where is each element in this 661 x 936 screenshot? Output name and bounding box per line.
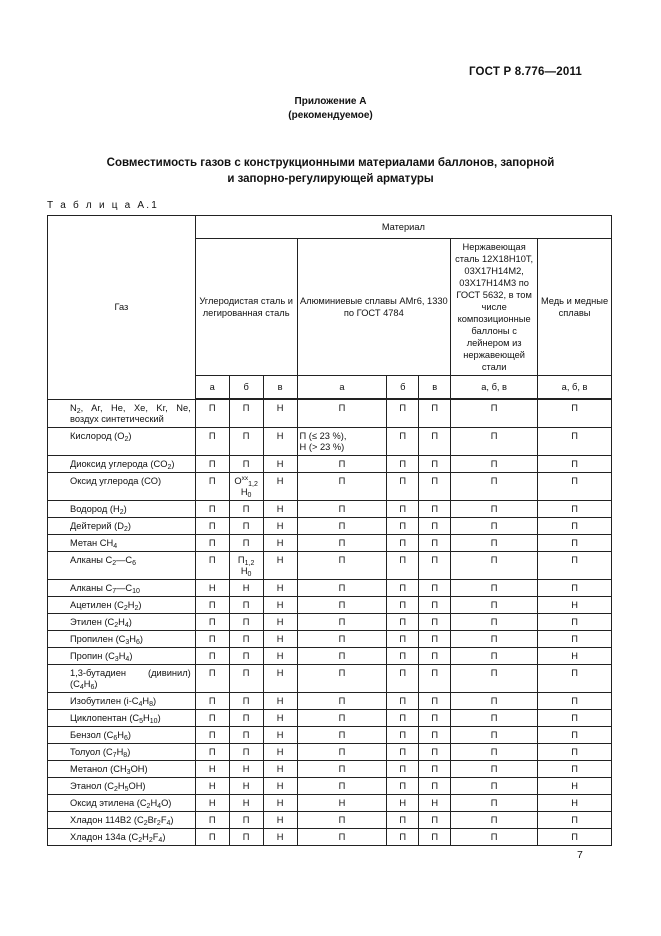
compatibility-cell: П	[195, 726, 229, 743]
compatibility-cell: П	[538, 427, 612, 455]
compatibility-cell: П	[297, 692, 387, 709]
compatibility-cell: Н	[229, 777, 263, 794]
compatibility-cell: П	[451, 534, 538, 551]
compatibility-cell: П	[451, 500, 538, 517]
compatibility-cell: П	[195, 399, 229, 427]
compatibility-cell: П	[195, 664, 229, 692]
compatibility-cell: П	[195, 709, 229, 726]
compatibility-cell: П	[538, 613, 612, 630]
compatibility-cell: Н	[263, 613, 297, 630]
compatibility-cell: П	[229, 811, 263, 828]
compatibility-cell: Н	[263, 794, 297, 811]
compatibility-cell: П	[451, 613, 538, 630]
sub-header: б	[387, 376, 419, 400]
compatibility-cell: П	[419, 760, 451, 777]
compatibility-cell: Н	[263, 551, 297, 579]
sub-header: а, б, в	[538, 376, 612, 400]
compatibility-cell: П	[387, 613, 419, 630]
gas-name: Метан $CH_4$	[48, 534, 196, 551]
compatibility-cell: П	[229, 726, 263, 743]
compatibility-cell: П	[387, 455, 419, 472]
document-code: ГОСТ Р 8.776—2011	[468, 66, 582, 78]
compatibility-cell: $O^{xx}_{1,2}$ $H_0$	[229, 472, 263, 500]
compatibility-cell: Н	[538, 647, 612, 664]
compatibility-cell: Н	[263, 692, 297, 709]
compatibility-cell: Н	[263, 709, 297, 726]
compatibility-cell: П	[538, 692, 612, 709]
compatibility-cell: П	[229, 692, 263, 709]
compatibility-cell: П	[451, 579, 538, 596]
compatibility-cell: Н	[263, 596, 297, 613]
gas-name: 1,3-бутадиен (дивинил) $(C_4H_6)$	[48, 664, 196, 692]
compatibility-cell: П	[387, 664, 419, 692]
gas-name: Водород $(H_2)$	[48, 500, 196, 517]
compatibility-cell: П	[419, 427, 451, 455]
compatibility-cell: Н	[538, 777, 612, 794]
compatibility-cell: П	[451, 811, 538, 828]
compatibility-cell: П	[419, 551, 451, 579]
compatibility-cell: П	[451, 399, 538, 427]
compatibility-cell: П	[195, 613, 229, 630]
compatibility-cell: П	[297, 455, 387, 472]
compatibility-cell: П	[195, 427, 229, 455]
compatibility-cell: П	[538, 664, 612, 692]
compatibility-cell: П	[229, 647, 263, 664]
sub-header: в	[419, 376, 451, 400]
compatibility-cell: П	[451, 630, 538, 647]
compatibility-cell: П	[297, 647, 387, 664]
compatibility-cell: Н	[263, 579, 297, 596]
column-header-material: Материал	[195, 216, 611, 239]
group-header-aluminium: Алюминиевые сплавы АМг6, 1330 по ГОСТ 4784	[297, 239, 451, 376]
compatibility-cell: Н	[263, 777, 297, 794]
compatibility-cell: П	[451, 692, 538, 709]
compatibility-cell: П	[538, 811, 612, 828]
compatibility-cell: П	[419, 664, 451, 692]
compatibility-cell: Н	[263, 455, 297, 472]
compatibility-cell: П	[297, 760, 387, 777]
compatibility-cell: П	[297, 500, 387, 517]
compatibility-cell: П	[387, 472, 419, 500]
sub-header: а	[297, 376, 387, 400]
compatibility-cell: П	[387, 534, 419, 551]
compatibility-cell: П	[451, 647, 538, 664]
compatibility-cell: П	[297, 664, 387, 692]
compatibility-cell: П	[195, 534, 229, 551]
compatibility-cell: П	[387, 743, 419, 760]
gas-name: Метанол $(CH_3OH)$	[48, 760, 196, 777]
compatibility-cell: П	[229, 399, 263, 427]
gas-name: Кислород $(O_2)$	[48, 427, 196, 455]
compatibility-cell: П	[419, 472, 451, 500]
compatibility-cell: П	[419, 399, 451, 427]
compatibility-cell: П	[229, 427, 263, 455]
compatibility-cell: П	[229, 630, 263, 647]
table-body	[48, 399, 612, 845]
table-row	[48, 500, 612, 517]
title-line-2: и запорно-регулирующей арматуры	[227, 173, 434, 185]
compatibility-cell: П	[229, 709, 263, 726]
gas-name: Хладон 114В2 $(C_2Br_2F_4)$	[48, 811, 196, 828]
table-row	[48, 399, 612, 427]
gas-name: Циклопентан $(C_5H_{10})$	[48, 709, 196, 726]
compatibility-cell: П	[451, 551, 538, 579]
compatibility-cell: П	[297, 811, 387, 828]
compatibility-cell: П	[195, 551, 229, 579]
compatibility-cell: П	[297, 579, 387, 596]
sub-header: а, б, в	[451, 376, 538, 400]
compatibility-cell: П	[419, 613, 451, 630]
compatibility-cell: Н	[263, 811, 297, 828]
gas-name: Пропин $(C_3H_4)$	[48, 647, 196, 664]
compatibility-cell: П	[419, 455, 451, 472]
compatibility-cell: П	[538, 534, 612, 551]
compatibility-cell: П	[195, 596, 229, 613]
gas-name: Оксид этилена $(C_2H_4O)$	[48, 794, 196, 811]
compatibility-cell: П	[297, 472, 387, 500]
compatibility-cell: П	[451, 726, 538, 743]
compatibility-cell: П	[538, 726, 612, 743]
compatibility-cell: Н	[263, 399, 297, 427]
compatibility-cell: П	[538, 399, 612, 427]
annex-title: Приложение А	[294, 96, 367, 107]
gas-name: Хладон 134a $(C_2H_2F_4)$	[48, 828, 196, 845]
table-row	[48, 630, 612, 647]
compatibility-cell: П	[538, 579, 612, 596]
compatibility-cell: Н	[263, 743, 297, 760]
compatibility-cell: П	[419, 647, 451, 664]
gas-name: Пропилен $(C_3H_6)$	[48, 630, 196, 647]
sub-header: в	[263, 376, 297, 400]
table-row	[48, 472, 612, 500]
compatibility-cell: П	[387, 647, 419, 664]
compatibility-cell: П	[419, 743, 451, 760]
compatibility-cell: П	[419, 692, 451, 709]
document-title	[0, 155, 661, 187]
compatibility-cell: П	[419, 828, 451, 845]
compatibility-cell: П	[297, 551, 387, 579]
compatibility-cell: П	[229, 664, 263, 692]
table-row	[48, 517, 612, 534]
annex-status: (рекомендуемое)	[288, 110, 373, 121]
table-row	[48, 455, 612, 472]
compatibility-cell: П	[419, 534, 451, 551]
compatibility-cell: Н	[538, 596, 612, 613]
compatibility-cell: П	[297, 630, 387, 647]
compatibility-cell: Н	[195, 777, 229, 794]
compatibility-cell: Н	[229, 794, 263, 811]
compatibility-cell: П	[229, 596, 263, 613]
compatibility-cell: П	[387, 811, 419, 828]
compatibility-cell: П	[387, 709, 419, 726]
compatibility-cell: П	[387, 760, 419, 777]
compatibility-cell: П	[419, 517, 451, 534]
compatibility-cell: П	[419, 500, 451, 517]
compatibility-cell: П	[451, 517, 538, 534]
compatibility-cell: П	[538, 709, 612, 726]
title-line-1: Совместимость газов с конструкционными материалами баллонов, запорной	[106, 157, 555, 169]
compatibility-cell: П	[387, 427, 419, 455]
compatibility-cell: П	[297, 399, 387, 427]
compatibility-cell: П	[297, 596, 387, 613]
compatibility-cell: П	[419, 709, 451, 726]
compatibility-cell: Н	[263, 427, 297, 455]
table-row	[48, 596, 612, 613]
compatibility-cell: П	[451, 455, 538, 472]
compatibility-cell: П	[387, 579, 419, 596]
compatibility-cell: Н	[263, 828, 297, 845]
compatibility-cell: П	[297, 517, 387, 534]
table-row	[48, 427, 612, 455]
table-row	[48, 811, 612, 828]
gas-name: Ацетилен $(C_2H_2)$	[48, 596, 196, 613]
compatibility-cell: П	[387, 777, 419, 794]
compatibility-cell: П	[195, 811, 229, 828]
gas-name: Изобутилен $(i-C_4H_8)$	[48, 692, 196, 709]
compatibility-cell: П	[538, 455, 612, 472]
table-row	[48, 726, 612, 743]
compatibility-cell: Н	[297, 794, 387, 811]
compatibility-cell: П	[451, 794, 538, 811]
compatibility-cell: П	[195, 743, 229, 760]
table-row	[48, 760, 612, 777]
compatibility-cell: П	[195, 647, 229, 664]
compatibility-cell: Н	[263, 630, 297, 647]
compatibility-cell: П	[419, 811, 451, 828]
compatibility-cell: П	[195, 517, 229, 534]
compatibility-cell: П	[419, 596, 451, 613]
table-row	[48, 709, 612, 726]
compatibility-cell: $П_{1,2}$ $H_0$	[229, 551, 263, 579]
compatibility-cell: Н	[263, 472, 297, 500]
table-row	[48, 551, 612, 579]
compatibility-cell: П	[387, 517, 419, 534]
compatibility-cell: П	[229, 743, 263, 760]
page-number: 7	[577, 849, 583, 861]
compatibility-cell: П	[451, 472, 538, 500]
compatibility-cell: П	[419, 777, 451, 794]
gas-name: Этилен $(C_2H_4)$	[48, 613, 196, 630]
table-row	[48, 664, 612, 692]
compatibility-cell: П	[195, 692, 229, 709]
table-row	[48, 534, 612, 551]
sub-header: а	[195, 376, 229, 400]
compatibility-cell: Н	[263, 517, 297, 534]
compatibility-cell: Н	[263, 500, 297, 517]
compatibility-cell: П	[387, 630, 419, 647]
compatibility-cell: П	[451, 828, 538, 845]
compatibility-cell: Н	[229, 760, 263, 777]
compatibility-cell: П	[297, 743, 387, 760]
compatibility-cell: Н	[195, 760, 229, 777]
table-label: Т а б л и ц а А.1	[47, 200, 159, 211]
gas-name: Толуол $(C_7H_8)$	[48, 743, 196, 760]
compatibility-cell: Н	[229, 579, 263, 596]
sub-header: б	[229, 376, 263, 400]
compatibility-cell: П	[538, 500, 612, 517]
gas-name: Диоксид углерода $(CO_2)$	[48, 455, 196, 472]
compatibility-cell: П	[451, 760, 538, 777]
compatibility-cell: Н	[263, 664, 297, 692]
compatibility-cell: П	[451, 664, 538, 692]
compatibility-cell: П	[538, 517, 612, 534]
compatibility-cell: П	[451, 777, 538, 794]
compatibility-cell: Н	[387, 794, 419, 811]
compatibility-cell: П	[419, 579, 451, 596]
compatibility-cell: П	[229, 534, 263, 551]
compatibility-cell: П	[297, 777, 387, 794]
compatibility-cell: П	[195, 630, 229, 647]
compatibility-cell: П	[387, 596, 419, 613]
gas-name: Бензол $(C_6H_6)$	[48, 726, 196, 743]
compatibility-cell: П	[387, 551, 419, 579]
table-row	[48, 613, 612, 630]
compatibility-cell: П	[451, 743, 538, 760]
compatibility-cell: П	[387, 692, 419, 709]
compatibility-cell: П	[538, 472, 612, 500]
compatibility-cell: Н	[538, 794, 612, 811]
compatibility-cell: П	[538, 743, 612, 760]
compatibility-cell: П	[387, 399, 419, 427]
compatibility-cell: Н	[263, 760, 297, 777]
table-row	[48, 777, 612, 794]
table-row	[48, 743, 612, 760]
table-row	[48, 828, 612, 845]
gas-name: Дейтерий $(D_2)$	[48, 517, 196, 534]
compatibility-cell: П	[229, 517, 263, 534]
table-row	[48, 579, 612, 596]
compatibility-cell: П	[195, 828, 229, 845]
compatibility-cell: П	[538, 760, 612, 777]
compatibility-cell: П	[195, 472, 229, 500]
group-header-copper: Медь и медные сплавы	[538, 239, 612, 376]
compatibility-cell: Н	[195, 579, 229, 596]
table-row	[48, 794, 612, 811]
compatibility-cell: П	[387, 828, 419, 845]
group-header-stainless: Нержавеющая сталь 12Х18Н10Т, 03Х17Н14М2, 03Х17Н14М3 по ГОСТ 5632, в том числе композиционные баллоны с лейнером из нержавеющей стали	[451, 239, 538, 376]
compatibility-cell: Н	[195, 794, 229, 811]
compatibility-cell: Н	[263, 647, 297, 664]
compatibility-cell: П	[538, 551, 612, 579]
compatibility-cell: П	[297, 709, 387, 726]
gas-compatibility-table	[47, 215, 612, 846]
compatibility-cell: Н	[263, 534, 297, 551]
compatibility-cell: П	[451, 709, 538, 726]
compatibility-cell: П	[195, 500, 229, 517]
table-row	[48, 692, 612, 709]
gas-name: Алканы $C_7—C_{10}$	[48, 579, 196, 596]
compatibility-cell: П (≤ 23 %), Н (> 23 %)	[297, 427, 387, 455]
compatibility-cell: П	[538, 828, 612, 845]
compatibility-cell: П	[419, 726, 451, 743]
compatibility-cell: П	[195, 455, 229, 472]
table-row	[48, 647, 612, 664]
gas-name: $N_2$, Ar, He, Xe, Kr, Ne, воздух синтетический	[48, 399, 196, 427]
compatibility-cell: П	[297, 534, 387, 551]
gas-name: Этанол $(C_2H_5OH)$	[48, 777, 196, 794]
gas-name: Алканы $C_2—C_6$	[48, 551, 196, 579]
column-header-gas: Газ	[48, 216, 196, 400]
gas-name: Оксид углерода (CO)	[48, 472, 196, 500]
compatibility-cell: П	[229, 613, 263, 630]
compatibility-cell: П	[229, 500, 263, 517]
compatibility-cell: П	[387, 500, 419, 517]
compatibility-cell: П	[229, 455, 263, 472]
compatibility-cell: П	[419, 630, 451, 647]
compatibility-cell: П	[451, 596, 538, 613]
compatibility-cell: Н	[419, 794, 451, 811]
compatibility-cell: П	[297, 613, 387, 630]
compatibility-cell: П	[297, 726, 387, 743]
compatibility-cell: Н	[263, 726, 297, 743]
compatibility-cell: П	[387, 726, 419, 743]
compatibility-cell: П	[297, 828, 387, 845]
compatibility-cell: П	[451, 427, 538, 455]
compatibility-cell: П	[229, 828, 263, 845]
annex-heading	[0, 95, 661, 123]
group-header-carbon-steel: Углеродистая сталь и легированная сталь	[195, 239, 297, 376]
compatibility-cell: П	[538, 630, 612, 647]
